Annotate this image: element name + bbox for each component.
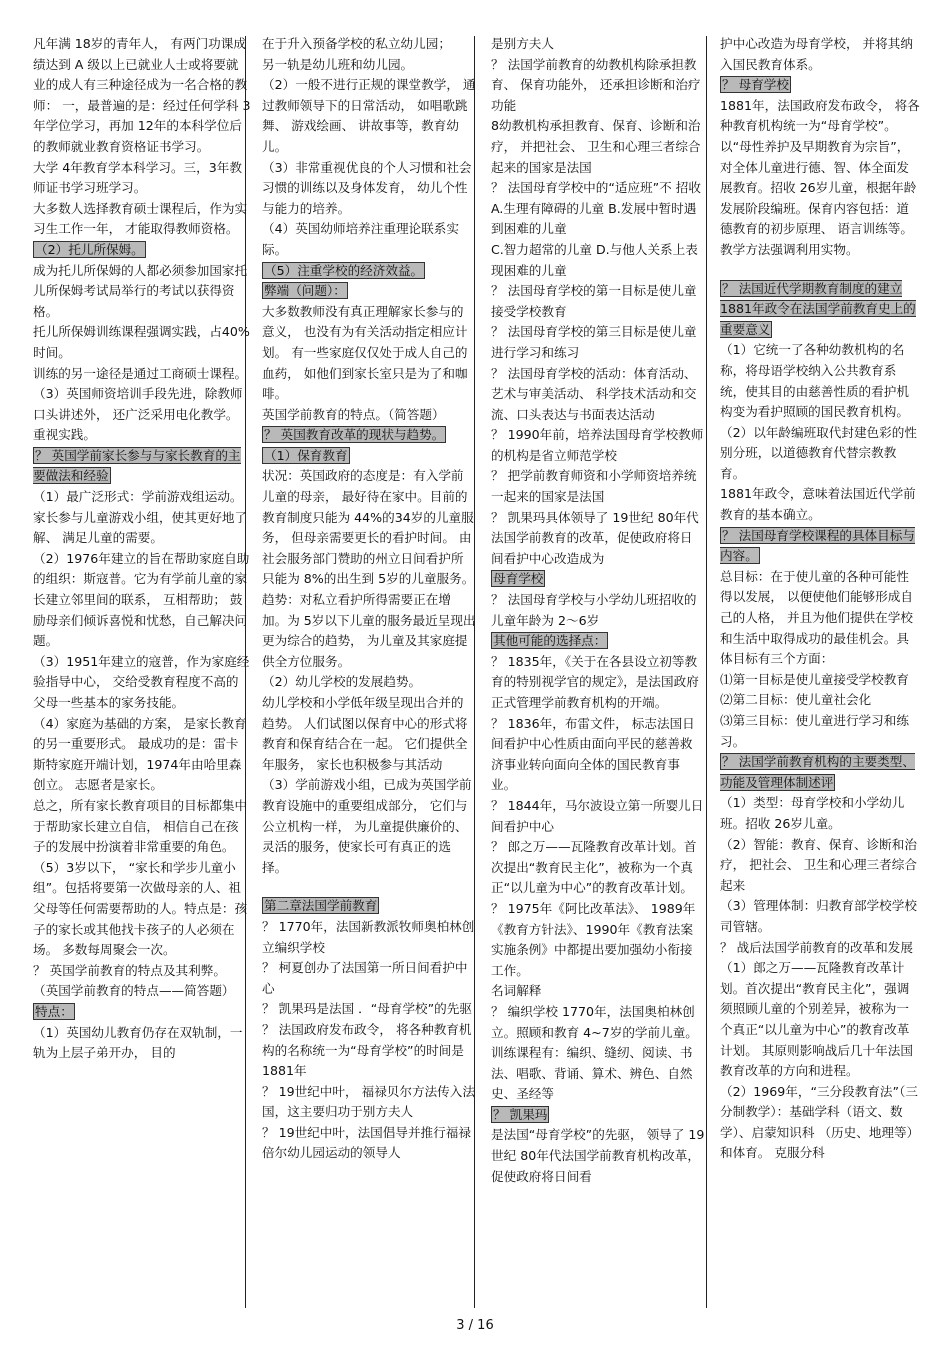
text-column-1 <box>33 34 251 1309</box>
paragraph: ？ 1990年前，培养法国母育学校教师的机构是省立师范学校 <box>491 427 704 463</box>
paragraph: C.智力超常的儿童 D.与他人关系上表现困难的儿童 <box>491 241 698 278</box>
paragraph: 大多数教师没有真正理解家长参与的意义， 也没有为有关活动指定相应计划。 有一些家庭仅仅处于成人自己的血药， 如他们到家长室只是为了和咖啡。 <box>262 303 468 402</box>
paragraph: 护中心改造为母育学校， 并将其纳入国民教育体系。 <box>720 36 913 72</box>
text-column-2 <box>262 34 476 1309</box>
paragraph: ？ 柯夏创办了法国第一所日间看护中心 <box>262 960 468 996</box>
paragraph: （1）最广泛形式：学前游戏组运动。家长参与儿童游戏小组，使其更好地了解、 满足儿童的需要。 <box>33 489 248 546</box>
paragraph: ⑴第一目标是使儿童接受学校教育 <box>720 671 909 687</box>
paragraph: （3）学前游戏小组，已成为英国学前教育设施中的重要组成部分， 它们与公立机构一样， 为儿童提供廉价的、灵活的服务，使家长可有真正的选择。 <box>262 777 472 875</box>
heading: 母育学校 <box>493 571 544 587</box>
paragraph: （2）1969年，“三分段教育法”（三分制教学）：基础学科（语文、数学）、启蒙知识科 （历史、地理等） 和体育。 克服分科 <box>720 1083 920 1161</box>
paragraph: 英国学前教育的特点。（简答题） <box>262 406 445 422</box>
chapter-title: 第二章法国学前教育 <box>264 898 378 914</box>
paragraph: （2）1976年建立的旨在帮助家庭自助的组织：斯寇普。它为有学前儿童的家长建立邻里间的联系， 互相帮助； 鼓励母亲们倾诉喜悦和忧愁，自己解决问题。 <box>33 550 250 649</box>
paragraph: ？ 把学前教育师资和小学师资培养统一起来的国家是法国 <box>491 468 697 505</box>
paragraph: （2）一般不进行正规的课堂教学， 通过教师领导下的日常活动， 如唱歌跳舞、 游戏绘画、 讲故事等，教育幼儿。 <box>262 77 476 154</box>
paragraph: ？ 法国母育学校与小学幼儿班招收的儿童年龄为 2～6岁 <box>491 592 697 628</box>
paragraph: （3）非常重视优良的个人习惯和社会习惯的训练以及身体发育， 幼儿个性与能力的培养。 <box>262 159 472 216</box>
heading: 特点： <box>35 1003 73 1019</box>
paragraph: 幼儿学校和小学低年级呈现出合并的趋势。 人们试图以保育中心的形式将教育和保育结合在一起。 它们提供全年服务， 家长也积极参与其活动 <box>262 695 468 772</box>
heading: （2）托儿所保姆。 <box>35 241 144 257</box>
paragraph: 1881年政令，意味着法国近代学前教育的基本确立。 <box>720 486 916 523</box>
paragraph: 大学 4年教育学本科学习。三，3年教师证书学习班学习。 <box>33 159 242 196</box>
paragraph: （2）智能：教育、保育、诊断和治疗， 把社会、 卫生和心理三者综合起来 <box>720 836 917 893</box>
paragraph: ？ 1770年，法国新教派牧师奥柏林创立编织学校 <box>262 918 475 955</box>
paragraph: ？ 1835年，《关于在各县设立初等教育的特别视学官的规定》，是法国政府正式管理学前教育机构的开端。 <box>491 653 699 710</box>
paragraph: ？ 法国母育学校的第一目标是使儿童接受学校教育 <box>491 283 697 319</box>
paragraph: （3）英国师资培训手段先进，除教师口头讲述外， 还广泛采用电化教学。重视实践。 <box>33 386 243 443</box>
paragraph: ？ 1844年，马尔波设立第一所婴儿日间看护中心 <box>491 797 704 834</box>
paragraph: ？ 19世纪中叶，法国倡导并推行福禄倍尔幼儿园运动的领导人 <box>262 1124 471 1161</box>
paragraph: ？ 法国母育学校的活动：体育活动、艺术与审美活动、 科学技术活动和交流、口头表达与书面表达活动 <box>491 365 697 422</box>
column-divider <box>706 36 707 1308</box>
paragraph: ？ 法国母育学校的第三目标是使儿童进行学习和练习 <box>491 324 697 360</box>
paragraph: 是法国“母育学校”的先驱， 领导了 19世纪 80年代法国学前教育机构改革，促使政府将日间看 <box>491 1127 705 1184</box>
paragraph: ？ 法国学前教育的幼教机构除承担教育、 保育功能外， 还承担诊断和治疗功能 <box>491 56 701 113</box>
heading: ？ 英国教育改革的现状与趋势。 <box>264 427 445 443</box>
paragraph: 总目标：在于使儿童的各种可能性得以发展， 以便使他们能够形成自己的人格， 并且为他们提供在学校和生活中取得成功的最佳机会。具体目标有三个方面： <box>720 568 913 667</box>
paragraph: （1）英国幼儿教育仍存在双轨制，一轨为上层子弟开办， 目的 <box>33 1024 243 1061</box>
heading: （5）注重学校的经济效益。 <box>264 262 424 278</box>
paragraph: （英国学前教育的特点——简答题） <box>33 983 235 999</box>
heading: 其他可能的选择点： <box>493 633 607 649</box>
paragraph: ？ 1975年《阿比改革法》、 1989年《教育方针法》、1990年《教育法案实施条例》中都提出要加强幼小衔接工作。 <box>491 900 696 978</box>
paragraph: （4）英国幼师培养注重理论联系实际。 <box>262 221 459 257</box>
paragraph: 托儿所保姆训练课程强调实践，占40%时间。 <box>33 324 250 360</box>
paragraph: 8幼教机构承担教育、保育、诊断和治疗， 并把社会、 卫生和心理三者综合起来的国家是法国 <box>491 118 701 175</box>
paragraph: 状况：英国政府的态度是：有入学前儿童的母亲， 最好待在家中。目前的教育制度只能为 44%的34岁的儿童服务， 但母亲需要更长的看护时间。 由社会服务部门赞助的州立日间看护所只能为 8%的出生到 5岁的儿童服务。 <box>262 468 475 587</box>
paragraph: 另一轨是幼儿班和幼儿园。 <box>262 56 414 72</box>
paragraph: （1）它统一了各种幼教机构的名称，将母语学校纳入公共教育系统，使其目的由慈善性质的看护机构变为看护照顾的国民教育机构。 <box>720 342 909 420</box>
paragraph: （4）家庭为基础的方案， 是家长教育的另一重要形式。 最成功的是：雷卡斯特家庭开端计划，1974年由哈里森创立。 志愿者是家长。 <box>33 715 247 793</box>
paragraph: ？ 英国学前教育的特点及其利弊。 <box>33 962 226 978</box>
heading: ？ 母育学校 <box>722 77 789 93</box>
paragraph: ？ 凯果玛是法国 ．“母育学校”的先驱 <box>262 1001 472 1017</box>
paragraph: 1881年，法国政府发布政令， 将各种教育机构统一为“母育学校”。以“母性养护及早期教育为宗旨”，对全体儿童进行德、智、体全面发展教育。招收 26岁儿童，根据年龄发展阶段编班。保育内容包括：道德教育的初步原理、 语言训练等。 教学方法强调利用实物。 <box>720 97 920 257</box>
heading: ？ 法国近代学期教育制度的建立1881年政令在法国学前教育史上的重要意义 <box>720 280 916 337</box>
paragraph: （2）幼儿学校的发展趋势。 <box>262 674 422 690</box>
heading: 弊端（问题）： <box>264 283 346 299</box>
heading: （1）保育教育 <box>264 447 348 463</box>
paragraph: 名词解释 <box>491 983 542 999</box>
heading: ？ 英国学前家长参与与家长教育的主要做法和经验 <box>33 447 241 484</box>
paragraph: ？ 凯果玛具体领导了 19世纪 80年代法国学前教育的改革，促使政府将日间看护中心改造成为 <box>491 509 699 566</box>
paragraph: （5）3岁以下， “家长和学步儿童小组”。包括将要第一次做母亲的人、祖父母等任何需要帮助的人。特点是：孩子的家长或其他找卡孩子的人必须在场。 多数每周聚会一次。 <box>33 859 248 958</box>
paragraph: ⑵第二目标：使儿童社会化 <box>720 692 872 708</box>
paragraph: （1）郎之万——瓦隆教育改革计划。首次提出“教育民主化”，强调须照顾儿童的个别差异，被称为一个真正“以儿童为中心”的教育改革计划。 其原则影响战后几十年法国教育改革的方向和进程。 <box>720 960 913 1079</box>
paragraph: ？ 战后法国学前教育的改革和发展 <box>720 939 913 955</box>
heading: ？ 法国母育学校课程的具体目标与内容。 <box>720 527 915 564</box>
paragraph: 总之，所有家长教育项目的目标都集中于帮助家长建立自信， 相信自己在孩子的发展中扮演着非常重要的角色。 <box>33 797 248 855</box>
paragraph: 成为托儿所保姆的人都必须参加国家托儿所保姆考试局举行的考试以获得资格。 <box>33 262 248 319</box>
paragraph: ？ 19世纪中叶， 福禄贝尔方法传入法国，这主要归功于别方夫人 <box>262 1083 475 1120</box>
paragraph: （3）1951年建立的寇普，作为家庭经验指导中心， 交给受教育程度不高的父母一些基本的家务技能。 <box>33 653 250 710</box>
paragraph: ？ 1836年，布雷文件， 标志法国日间看护中心性质由面向平民的慈善救济事业转向面向全体的国民教育事业。 <box>491 715 695 793</box>
page-number: 3 / 16 <box>456 1318 494 1333</box>
text-column-4 <box>720 34 920 1309</box>
paragraph: ？ 编织学校 1770年，法国奥柏林创立。照顾和教育 4~7岁的学前儿童。训练课程有：编织、缝纫、阅读、书法、唱歌、背诵、算术、辨色、自然史、圣经等 <box>491 1003 698 1102</box>
paragraph: ？ 法国母育学校中的“适应班”不 招收 A.生理有障碍的儿童 B.发展中暂时遇到困难的儿童 <box>491 180 701 237</box>
paragraph: 凡年满 18岁的青年人， 有两门功课成绩达到 A 级以上已就业人士或将要就业的成人有三种途径成为一名合格的教师： 一，最普遍的是：经过任何学科 3年学位学习，再加 12年的本科学位后的教师就业教育资格证书学习。 <box>33 36 251 154</box>
paragraph: 在于升入预备学校的私立幼儿园； <box>262 36 451 51</box>
heading: ？ 法国学前教育机构的主要类型、功能及管理体制述评 <box>720 754 915 790</box>
paragraph: 是别方夫人 <box>491 36 554 51</box>
paragraph: （1）类型：母育学校和小学幼儿班。招收 26岁儿童。 <box>720 795 905 831</box>
paragraph: ？ 郎之万——瓦隆教育改革计划。首次提出“教育民主化”，被称为一个真正“以儿童为中心”的教育改革计划。 <box>491 839 697 896</box>
paragraph: 趋势：对私立看护所得需要正在增加。为 5岁以下儿童的服务最近呈现出更为综合的趋势， 为儿童及其家庭提供全方位服务。 <box>262 592 476 669</box>
paragraph: （3）管理体制：归教育部学校学校司管辖。 <box>720 898 917 934</box>
paragraph: （2）以年龄编班取代封建色彩的性别分班，以道德教育代替宗教教育。 <box>720 424 917 481</box>
heading: ？ 凯果玛 <box>493 1106 548 1122</box>
paragraph: 训练的另一途径是通过工商硕士课程。 <box>33 365 248 381</box>
paragraph: 大多数人选择教育硕士课程后，作为实习生工作一年， 才能取得教师资格。 <box>33 200 248 237</box>
text-column-3 <box>491 34 705 1309</box>
paragraph: ？ 法国政府发布政令， 将各种教育机构的名称统一为“母育学校”的时间是 1881年 <box>262 1021 472 1079</box>
paragraph: ⑶第三目标：使儿童进行学习和练习。 <box>720 713 909 749</box>
